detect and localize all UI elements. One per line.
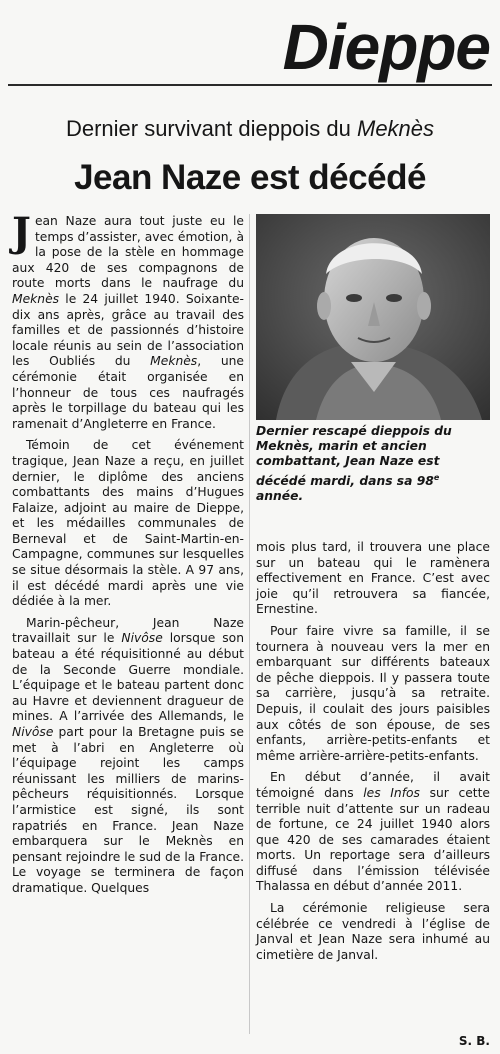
headline: Jean Naze est décédé	[74, 158, 426, 197]
article-paragraph-5: Pour faire vivre sa famille, il se tournera à nouveau vers la mer en embarquant sur différents bateaux de pêche dieppois. Il y passera toute sa carrière, jusqu’à sa retraite. Depuis, il coulait des jours paisibles aux côtés de son épouse, de ses enfants, arrière-petits-enfants et même arrière-arrière-petits-enfants.	[256, 623, 490, 763]
italic-text: Nivôse	[121, 631, 163, 646]
caption-text-end: année.	[256, 488, 304, 503]
portrait-photo	[256, 214, 490, 420]
article-paragraph-7: La cérémonie religieuse sera célébrée ce vendredi à l’église de Janval et Jean Naze sera inhumé au cimetière de Janval.	[256, 901, 490, 962]
column-divider	[249, 214, 250, 1034]
text-run: sur cette terrible nuit d’attente sur un radeau de fortune, ce 24 juillet 1940 alors que 420 de ses camarades étaient morts. Un reportage sera d’ailleurs diffusé dans l’émission télévisée Thalassa en début d’année 2011.	[256, 785, 491, 894]
article-column-left	[12, 209, 245, 897]
italic-text: Meknès	[12, 291, 60, 306]
kicker-ship-name: Meknès	[357, 116, 435, 141]
masthead-rule	[8, 84, 492, 86]
photo-caption	[256, 424, 490, 504]
text-run: lorsque son bateau a été réquisitionné au début de la Seconde Guerre mondiale. L’équipage et le bateau partent donc au Havre et deviennent dragueur de mines. A l’arrivée des Allemands, le	[12, 631, 245, 724]
dropcap: J	[12, 209, 31, 256]
italic-text: Nivôse	[12, 725, 54, 739]
text-run: , une cérémonie était organisée en l’honneur de tous ces naufragés après le torpillage du bateau qui les ramenait d’Angleterre en France.	[12, 354, 244, 431]
caption-superscript: e	[433, 472, 440, 482]
article-column-right	[256, 540, 490, 963]
article-paragraph-3	[12, 616, 244, 897]
article-paragraph-4: mois plus tard, il trouvera une place sur un bateau qui le ramènera effectivement en France. C’est avec joie qu’il retrouvera sa fiancée, Ernestine.	[256, 540, 490, 617]
kicker-text: Dernier survivant dieppois du	[65, 116, 357, 141]
text-run: En début d’année, il avait témoigné dans	[256, 770, 490, 800]
rich-text	[12, 209, 244, 431]
italic-text: Meknès	[150, 354, 198, 369]
rich-text	[12, 616, 244, 895]
text-run: part pour la Bretagne puis se met à l’abri en Angleterre où l’équipage rejoint les camps réunissant les milliers de marins-pêcheurs réquisitionnés. Lorsque l’armistice est signé, ils sont rapatriés en France. Jean Naze embarquera sur le Meknès en pensant rejoindre le sud de la France. Le voyage se terminera de façon dramatique. Quelques	[12, 725, 244, 895]
italic-text: les Infos	[363, 785, 420, 800]
text-run: Marin-pêcheur, Jean Naze travaillait sur le	[12, 615, 244, 646]
text-run: le 24 juillet 1940. Soixante-dix ans après, grâce au travail des familles et de passionnés d’histoire locale réunis au sein de l’association les Oubliés du	[12, 291, 244, 369]
article-paragraph-6	[256, 770, 490, 895]
portrait-photo-icon	[256, 214, 490, 420]
rich-text	[256, 770, 490, 893]
text-run: ean Naze aura tout juste eu le temps d’assister, avec émotion, à la pose de la stèle en hommage aux 420 de ses compagnons de route morts dans le naufrage du	[12, 214, 244, 291]
article-paragraph-2: Témoin de cet événement tragique, Jean Naze a reçu, en juillet dernier, le diplôme des anciens combattants des mains d’Hugues Falaize, adjoint au maire de Dieppe, et les médailles communales de Berneval et de Saint-Martin-en-Campagne, communes sur lesquelles se situe désormais la stèle. A 97 ans, il est décédé mardi après une vie dédiée à la mer.	[12, 438, 244, 609]
article-paragraph-1	[12, 209, 244, 432]
section-title: Dieppe	[282, 11, 490, 83]
caption-text: Dernier rescapé dieppois du Meknès, marin et ancien combattant, Jean Naze est décédé mardi, dans sa 98	[256, 424, 452, 488]
author-signature: S. B.	[458, 1034, 490, 1048]
kicker	[0, 116, 500, 142]
